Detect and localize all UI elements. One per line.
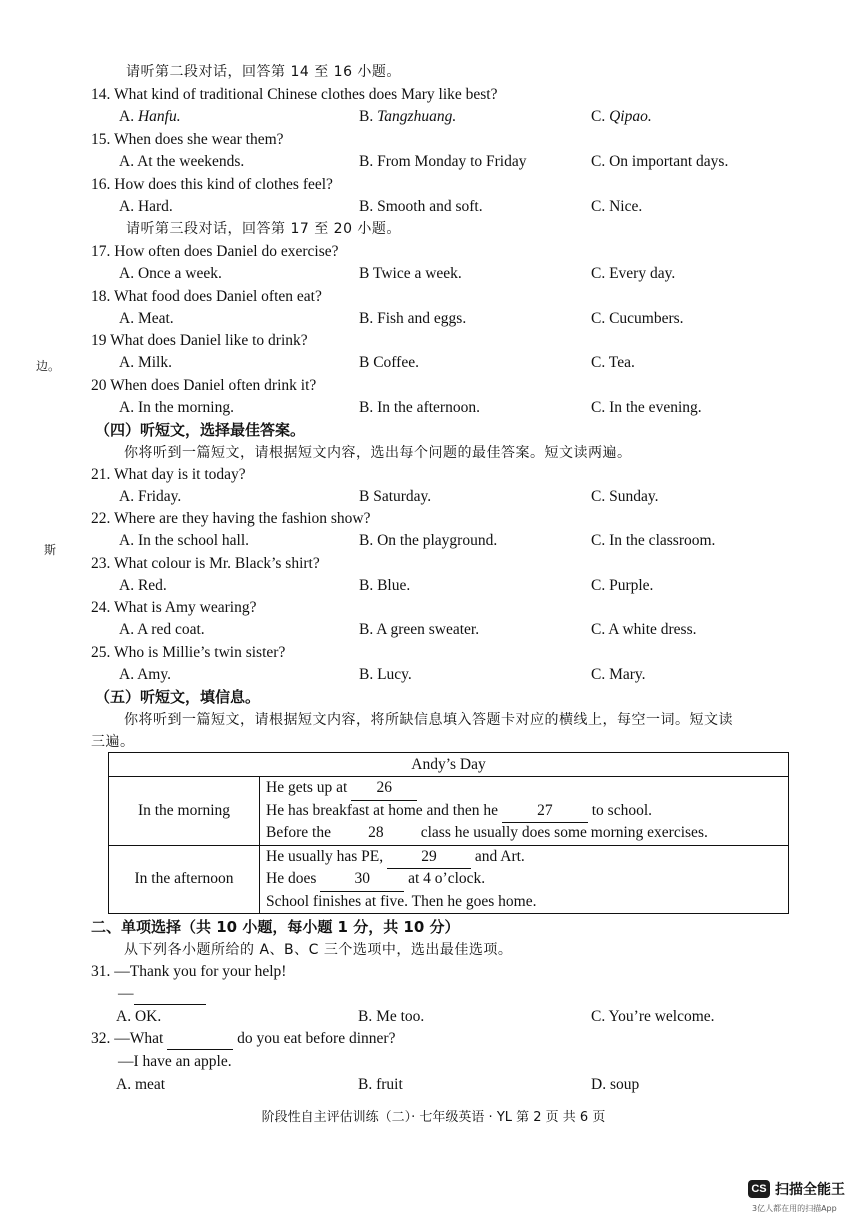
- part-5-instructions-cont: 三遍。: [91, 734, 135, 750]
- camscanner-tagline: 3亿人都在用的扫描App: [752, 1204, 837, 1213]
- option-19-b: B Coffee.: [359, 354, 419, 371]
- table-header: Andy’s Day: [109, 753, 789, 777]
- question-31: 31. —Thank you for your help!: [91, 963, 287, 980]
- option-32-a: A. meat: [116, 1076, 166, 1093]
- afternoon-line-1: He usually has PE, 29 and Art.: [260, 846, 788, 869]
- option-31-c: C. You’re welcome.: [591, 1008, 715, 1025]
- section-intro-dialogue-3: 请听第三段对话，回答第 17 至 20 小题。: [126, 221, 401, 237]
- morning-line-2: He has breakfast at home and then he 27 to school.: [260, 800, 788, 823]
- afternoon-line-3: School finishes at five. Then he goes home.: [266, 892, 537, 910]
- option-31-b: B. Me too.: [358, 1008, 425, 1025]
- option-25-b: B. Lucy.: [359, 666, 412, 683]
- option-31-a: A. OK.: [116, 1008, 162, 1025]
- question-32-reply: —I have an apple.: [118, 1053, 232, 1070]
- morning-line-1: He gets up at 26: [260, 777, 788, 800]
- option-32-b: B. fruit: [358, 1076, 403, 1093]
- option-23-c: C. Purple.: [591, 577, 654, 594]
- option-22-a: A. In the school hall.: [119, 532, 250, 549]
- option-14-a: A. Hanfu.: [119, 108, 181, 125]
- blank-26: 26: [351, 777, 417, 801]
- blank-29: 29: [387, 846, 471, 870]
- option-17-c: C. Every day.: [591, 265, 676, 282]
- option-23-b: B. Blue.: [359, 577, 411, 594]
- option-16-b: B. Smooth and soft.: [359, 198, 483, 215]
- question-24: 24. What is Amy wearing?: [91, 599, 257, 616]
- option-24-a: A. A red coat.: [119, 621, 205, 638]
- afternoon-label: In the afternoon: [109, 845, 260, 914]
- question-19: 19 What does Daniel like to drink?: [91, 332, 308, 349]
- option-32-c: D. soup: [591, 1076, 640, 1093]
- andys-day-table: [108, 752, 789, 914]
- option-23-a: A. Red.: [119, 577, 167, 594]
- option-24-c: C. A white dress.: [591, 621, 697, 638]
- margin-mark-1: 边。: [36, 359, 61, 373]
- option-14-c: C. Qipao.: [591, 108, 652, 125]
- question-32: 32. —What do you eat before dinner?: [91, 1029, 395, 1050]
- option-21-c: C. Sunday.: [591, 488, 659, 505]
- option-15-c: C. On important days.: [591, 153, 729, 170]
- option-22-c: C. In the classroom.: [591, 532, 716, 549]
- question-17: 17. How often does Daniel do exercise?: [91, 243, 339, 260]
- option-19-c: C. Tea.: [591, 354, 635, 371]
- option-15-b: B. From Monday to Friday: [359, 153, 527, 170]
- section-two-instructions: 从下列各小题所给的 A、B、C 三个选项中，选出最佳选项。: [124, 942, 513, 958]
- part-5-instructions: 你将听到一篇短文，请根据短文内容，将所缺信息填入答题卡对应的横线上，每空一词。短文读: [124, 712, 733, 728]
- camscanner-name: 扫描全能王: [775, 1182, 845, 1198]
- afternoon-cell: [260, 845, 789, 914]
- part-4-title: （四）听短文，选择最佳答案。: [95, 421, 306, 439]
- morning-label: In the morning: [109, 777, 260, 846]
- option-21-b: B Saturday.: [359, 488, 432, 505]
- section-two-title: 二、单项选择（共 10 小题，每小题 1 分，共 10 分）: [91, 918, 460, 936]
- morning-line-3: Before the 28 class he usually does some morning exercises.: [260, 822, 788, 845]
- part-4-instructions: 你将听到一篇短文，请根据短文内容，选出每个问题的最佳答案。短文读两遍。: [124, 445, 632, 461]
- page-footer: 阶段性自主评估训练（二）· 七年级英语 · YL 第 2 页 共 6 页: [261, 1110, 606, 1125]
- option-15-a: A. At the weekends.: [119, 153, 245, 170]
- option-22-b: B. On the playground.: [359, 532, 498, 549]
- option-18-b: B. Fish and eggs.: [359, 310, 467, 327]
- option-25-a: A. Amy.: [119, 666, 171, 683]
- option-20-c: C. In the evening.: [591, 399, 702, 416]
- option-21-a: A. Friday.: [119, 488, 182, 505]
- question-25: 25. Who is Millie’s twin sister?: [91, 644, 286, 661]
- option-18-c: C. Cucumbers.: [591, 310, 684, 327]
- option-20-a: A. In the morning.: [119, 399, 234, 416]
- blank-30: 30: [320, 868, 404, 892]
- option-17-a: A. Once a week.: [119, 265, 222, 282]
- question-18: 18. What food does Daniel often eat?: [91, 288, 322, 305]
- question-15: 15. When does she wear them?: [91, 131, 284, 148]
- option-24-b: B. A green sweater.: [359, 621, 480, 638]
- option-19-a: A. Milk.: [119, 354, 172, 371]
- option-17-b: B Twice a week.: [359, 265, 462, 282]
- question-16: 16. How does this kind of clothes feel?: [91, 176, 333, 193]
- question-21: 21. What day is it today?: [91, 466, 246, 483]
- part-5-title: （五）听短文，填信息。: [95, 688, 261, 706]
- question-22: 22. Where are they having the fashion show?: [91, 510, 371, 527]
- option-20-b: B. In the afternoon.: [359, 399, 480, 416]
- option-14-b: B. Tangzhuang.: [359, 108, 457, 125]
- option-16-a: A. Hard.: [119, 198, 173, 215]
- blank-28: 28: [335, 822, 417, 846]
- margin-mark-2: 斯: [44, 543, 57, 557]
- question-23: 23. What colour is Mr. Black’s shirt?: [91, 555, 320, 572]
- afternoon-line-2: He does 30 at 4 o’clock.: [260, 868, 788, 891]
- option-18-a: A. Meat.: [119, 310, 174, 327]
- camscanner-logo-icon: CS: [748, 1180, 770, 1198]
- morning-cell: [260, 777, 789, 846]
- blank-27: 27: [502, 800, 588, 824]
- option-25-c: C. Mary.: [591, 666, 646, 683]
- section-intro-dialogue-2: 请听第二段对话，回答第 14 至 16 小题。: [126, 64, 401, 80]
- option-16-c: C. Nice.: [591, 198, 643, 215]
- question-14: 14. What kind of traditional Chinese clothes does Mary like best?: [91, 86, 498, 103]
- question-20: 20 When does Daniel often drink it?: [91, 377, 317, 394]
- question-31-answer-line: —: [118, 984, 206, 1005]
